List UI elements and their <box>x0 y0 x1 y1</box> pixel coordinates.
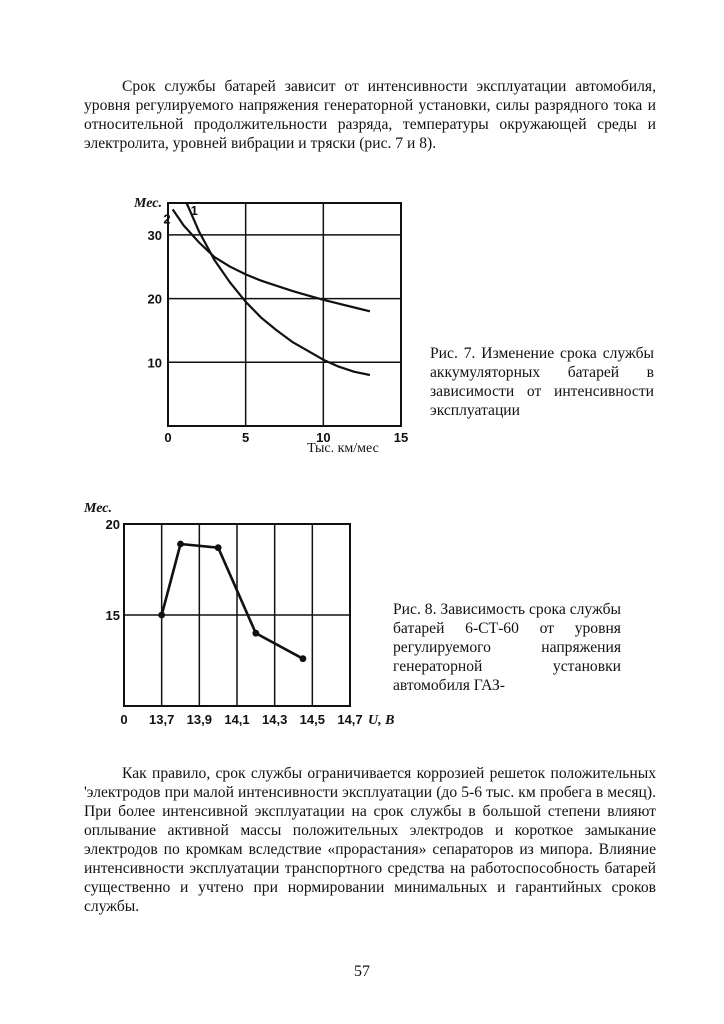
x-tick-label: 14,7 <box>337 712 363 727</box>
data-point <box>252 630 259 637</box>
y-axis-label: Мес. <box>134 196 162 211</box>
y-tick-label: 15 <box>105 608 120 623</box>
curve-label-2: 2 <box>163 211 171 227</box>
page-number: 57 <box>354 963 370 980</box>
x-tick-label: 14,1 <box>224 712 250 727</box>
x-tick-label: 5 <box>242 430 250 445</box>
data-point <box>215 544 222 551</box>
x-tick-label: 0 <box>164 430 172 445</box>
y-tick-label: 30 <box>147 227 162 243</box>
x-tick-label: 10 <box>316 430 331 445</box>
x-tick-label: 14,3 <box>262 712 288 727</box>
y-axis-label: Мес. <box>84 501 112 516</box>
data-point <box>300 655 307 662</box>
x-tick-label: 14,5 <box>299 712 325 727</box>
x-axis-label: U, B <box>368 713 395 728</box>
x-tick-label: 0 <box>120 712 128 727</box>
y-tick-label: 10 <box>147 355 162 371</box>
service-life-line <box>162 544 303 659</box>
data-point <box>177 541 184 548</box>
x-axis-label: Тыс. км/мес <box>307 441 379 456</box>
data-point <box>158 612 165 619</box>
y-tick-label: 20 <box>147 291 162 307</box>
body-paragraph: Как правило, срок службы ограничивается коррозией решеток положительных 'электродов при малой интенсивности эксплуатации (до 5-6 тыс. км пробега в месяц). При более интенсивной эксплуатации на срок службы в большой степени влияют оплывание активной массы положительных электродов и короткое замыкание электродов по кромкам вследствие «прорастания» сепараторов из мипора. Влияние интенсивности эксплуатации транспортного средства на работоспособность батарей существенно и учтено при нормировании минимальных и гарантийных сроков службы. <box>84 765 656 915</box>
figure-8-caption: Рис. 8. Зависимость срока службы батарей 6-СТ-60 от уровня регулируемого напряжения генераторной установки автомобиля ГАЗ- <box>393 601 621 694</box>
x-tick-label: 13,7 <box>149 712 175 727</box>
x-tick-label: 13,9 <box>186 712 212 727</box>
intro-paragraph: Срок службы батарей зависит от интенсивности эксплуатации автомобиля, уровня регулируемого напряжения генераторной установки, силы разрядного тока и относительной продолжительности разряда, температуры окружающей среды и электролита, уровней вибрации и тряски (рис. 7 и 8). <box>84 78 656 152</box>
curve-label-1: 1 <box>190 203 198 218</box>
x-tick-label: 15 <box>393 430 409 445</box>
y-tick-label: 20 <box>105 517 120 532</box>
figure-7-caption: Рис. 7. Изменение срока службы аккумуляторных батарей в зависимости от интенсивности эксплуатации <box>430 345 654 419</box>
